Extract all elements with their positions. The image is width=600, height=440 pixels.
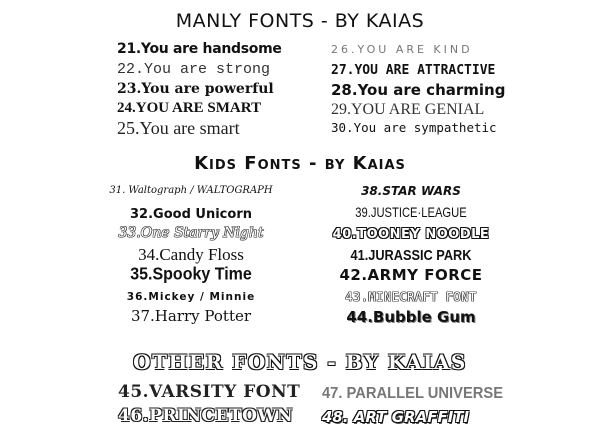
font-sample-26: 26.YOU ARE KIND	[331, 43, 473, 56]
font-sample-24: 24.YOU ARE SMART	[117, 100, 262, 116]
font-sample-39: 39.JUSTICE·LEAGUE	[355, 204, 467, 220]
font-sample-41: 41.JURASSIC PARK	[350, 247, 472, 264]
font-sample-40: 40.TOONEY NOODLE	[332, 227, 490, 242]
font-sample-21: 21.You are handsome	[117, 41, 282, 57]
font-sample-22: 22.You are strong	[117, 61, 271, 78]
font-sample-48: 48. ART GRAFFITI	[322, 408, 470, 426]
font-sample-23: 23.You are powerful	[117, 81, 274, 97]
font-sample-25: 25.You are smart	[117, 118, 240, 138]
font-sample-35: 35.Spooky Time	[130, 265, 252, 284]
font-sample-28: 28.You are charming	[331, 81, 506, 99]
font-sample-44: 44.Bubble Gum	[346, 308, 476, 326]
font-sample-46: 46.PRINCETOWN	[118, 406, 294, 426]
font-sample-27: 27.YOU ARE ATTRACTIVE	[331, 63, 496, 78]
font-sample-33: 33.One Starry Night	[118, 225, 264, 241]
font-sample-29: 29.YOU ARE GENIAL	[331, 101, 485, 118]
manly-section-title: MANLY FONTS - BY KAIAS	[175, 10, 425, 32]
font-sample-37: 37.Harry Potter	[130, 307, 252, 325]
font-sample-30: 30.You are sympathetic	[331, 120, 497, 135]
font-sample-31: 31. Waltograph / WALTOGRAPH	[109, 185, 273, 196]
font-sample-36: 36.Mickey / Minnie	[126, 291, 256, 303]
font-sample-42: 42.ARMY FORCE	[339, 266, 483, 284]
font-sample-34: 34.Candy Floss	[138, 245, 244, 264]
font-sample-43: 43.MINECRAFT FONT	[345, 290, 477, 304]
font-sample-38: 38.STAR WARS	[361, 184, 461, 198]
kids-section-title: Kids Fonts - by Kaias	[194, 153, 406, 174]
font-sample-47: 47. PARALLEL UNIVERSE	[322, 385, 504, 402]
font-sample-45: 45.VARSITY FONT	[118, 382, 301, 402]
font-sample-32: 32.Good Unicorn	[130, 207, 252, 222]
other-section-title: OTHER FONTS - BY KAIAS	[133, 350, 467, 374]
